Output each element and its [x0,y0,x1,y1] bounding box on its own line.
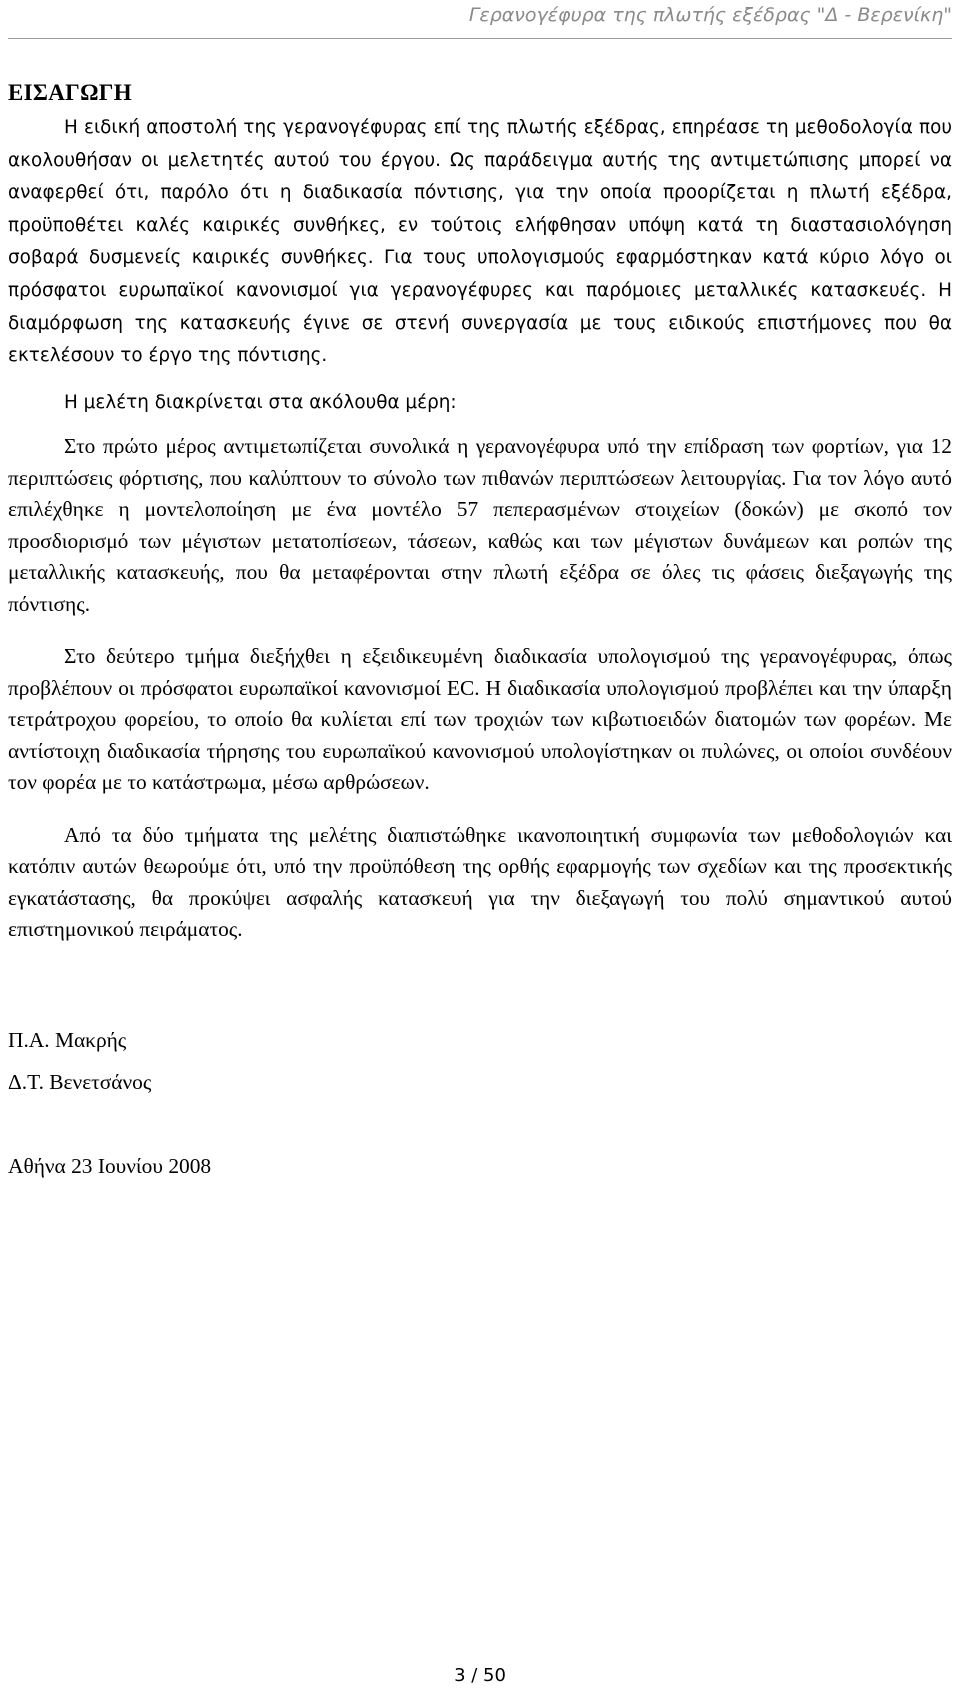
running-header: Γερανογέφυρα της πλωτής εξέδρας "Δ - Βερενίκη" [468,4,952,26]
header-rule [8,38,952,39]
signature-author-1: Π.Α. Μακρής [8,1028,127,1052]
paragraph-part-one: Στο πρώτο μέρος αντιμετωπίζεται συνολικά η γερανογέφυρα υπό την επίδραση των φορτίων, για 12 περιπτώσεις φόρτισης, που καλύπτουν το σύνολο των πιθανών περιπτώσεων λειτουργίας. Για τον λόγο αυτό επιλέχθηκε η μοντελοποίηση με ένα μοντέλο 57 πεπερασμένων στοιχείων (δοκών) με σκοπό τον προσδιορισμό των μέγιστων μετατοπίσεων, τάσεων, καθώς και των μέγιστων δυνάμεων και ροπών της μεταλλικής κατασκευής, που θα μεταφέρονται στην πλωτή εξέδρα σε όλες τις φάσεις διεξαγωγής της πόντισης. [8,434,952,616]
paragraph-part-two: Στο δεύτερο τμήμα διεξήχθει η εξειδικευμένη διαδικασία υπολογισμού της γερανογέφυρας, όπως προβλέπουν οι πρόσφατοι ευρωπαϊκοί κανονισμοί EC. Η διαδικασία υπολογισμού προβλέπει και την ύπαρξη τετράτροχου φορείου, το οποίο θα κυλίεται επί των τροχιών των κιβωτιοειδών διατομών των φορέων. Με αντίστοιχη διαδικασία τήρησης του ευρωπαϊκού κανονισμού υπολογίστηκαν οι πυλώνες, οι οποίοι συνδέουν τον φορέα με το κατάστρωμα, μέσω αρθρώσεων. [8,644,952,795]
section-heading: ΕΙΣΑΓΩΓΗ [8,80,132,105]
paragraph-parts-lead: Η μελέτη διακρίνεται στα ακόλουθα μέρη: [64,391,457,413]
paragraph-conclusion: Από τα δύο τμήματα της μελέτης διαπιστώθηκε ικανοποιητική συμφωνία των μεθοδολογιών και κατόπιν αυτών θεωρούμε ότι, υπό την προϋπόθεση της ορθής εφαρμογής των σχεδίων και της προσεκτικής εγκατάστασης, θα προκύψει ασφαλής κατασκευή για την διεξαγωγή του πολύ σημαντικού αυτού επιστημονικού πειράματος. [8,822,952,942]
signature-author-2: Δ.Τ. Βενετσάνος [8,1070,152,1094]
place-date: Αθήνα 23 Ιουνίου 2008 [8,1154,212,1178]
page-number: 3 / 50 [454,1665,506,1686]
body-text [8,112,952,946]
paragraph-intro: Η ειδική αποστολή της γερανογέφυρας επί της πλωτής εξέδρας, επηρέασε τη μεθοδολογία που ακολουθήσαν οι μελετητές αυτού του έργου. Ως παράδειγμα αυτής της αντιμετώπισης μπορεί να αναφερθεί ότι, παρόλο ότι η διαδικασία πόντισης, για την οποία προορίζεται η πλωτή εξέδρα, προϋποθέτει καλές καιρικές συνθήκες, εν τούτοις ελήφθησαν υπόψη κατά τη διαστασιολόγηση σοβαρά δυσμενείς καιρικές συνθήκες. Για τους υπολογισμούς εφαρμόστηκαν κατά κύριο λόγο οι πρόσφατοι ευρωπαϊκοί κανονισμοί για γερανογέφυρες και παρόμοιες μεταλλικές κατασκευές. Η διαμόρφωση της κατασκευής έγινε σε στενή συνεργασία με τους ειδικούς επιστήμονες που θα εκτελέσουν το έργο της πόντισης. [8,117,952,367]
